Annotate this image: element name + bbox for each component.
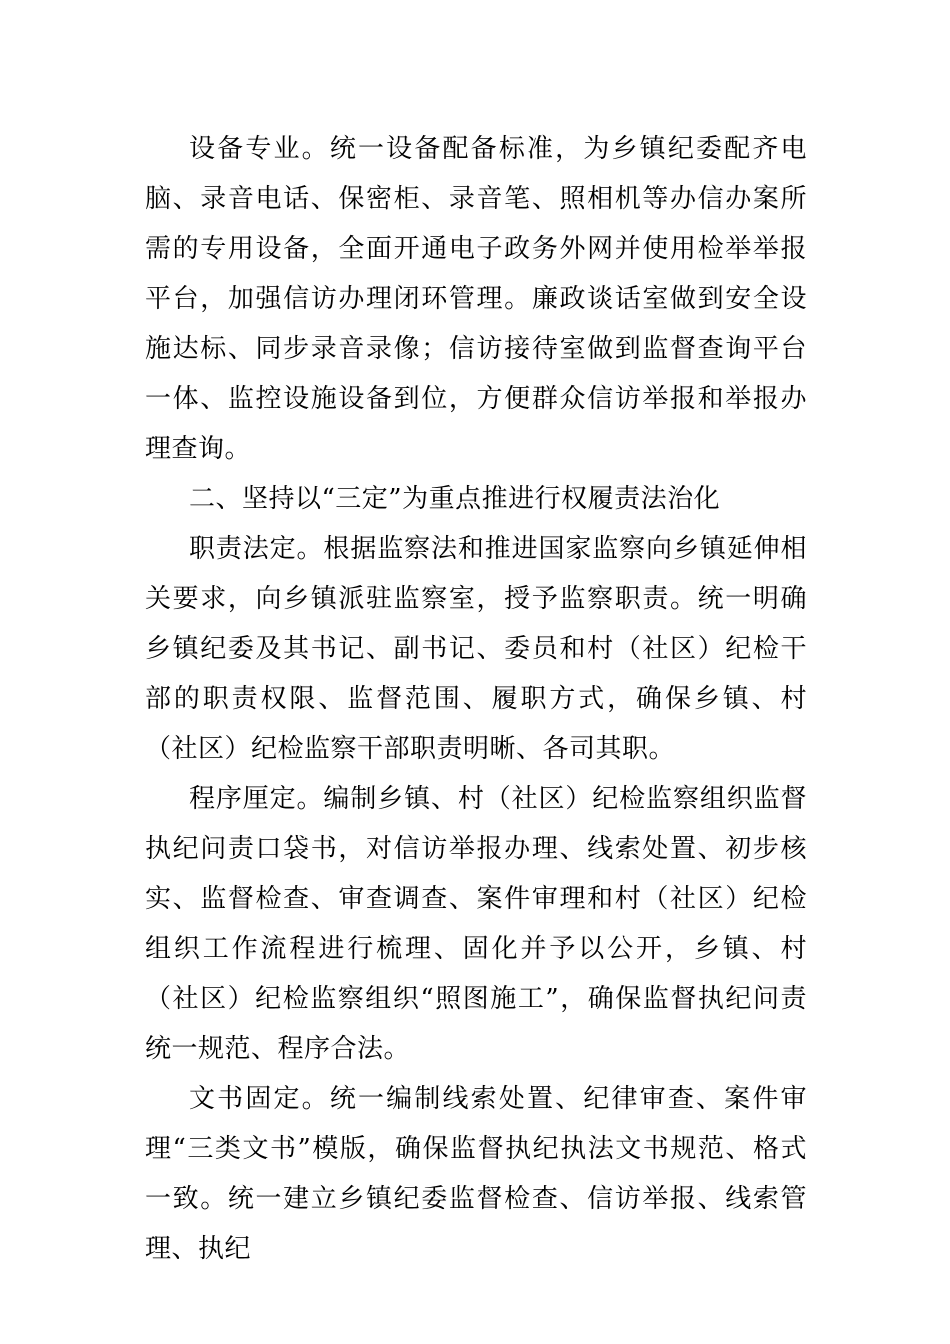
paragraph-duties: 职责法定。根据监察法和推进国家监察向乡镇延伸相关要求，向乡镇派驻监察室，授予监察职责。统一明确乡镇纪委及其书记、副书记、委员和村（社区）纪检干部的职责权限、监督范围、履职方式，确保乡镇、村（社区）纪检监察干部职责明晰、各司其职。: [145, 534, 807, 764]
document-body: [145, 124, 807, 1274]
paragraph-documents: 文书固定。统一编制线索处置、纪律审查、案件审理“三类文书”模版，确保监督执纪执法文书规范、格式一致。统一建立乡镇纪委监督检查、信访举报、线索管理、执纪: [145, 1084, 807, 1264]
paragraph-equipment: 设备专业。统一设备配备标准，为乡镇纪委配齐电脑、录音电话、保密柜、录音笔、照相机等办信办案所需的专用设备，全面开通电子政务外网并使用检举举报平台，加强信访办理闭环管理。廉政谈话室做到安全设施达标、同步录音录像；信访接待室做到监督查询平台一体、监控设施设备到位，方便群众信访举报和举报办理查询。: [145, 134, 807, 464]
section-heading: 二、坚持以“三定”为重点推进行权履责法治化: [189, 484, 721, 514]
paragraph-procedures: 程序厘定。编制乡镇、村（社区）纪检监察组织监督执纪问责口袋书，对信访举报办理、线索处置、初步核实、监督检查、审查调查、案件审理和村（社区）纪检组织工作流程进行梳理、固化并予以公开，乡镇、村（社区）纪检监察组织“照图施工”，确保监督执纪问责统一规范、程序合法。: [145, 784, 807, 1064]
